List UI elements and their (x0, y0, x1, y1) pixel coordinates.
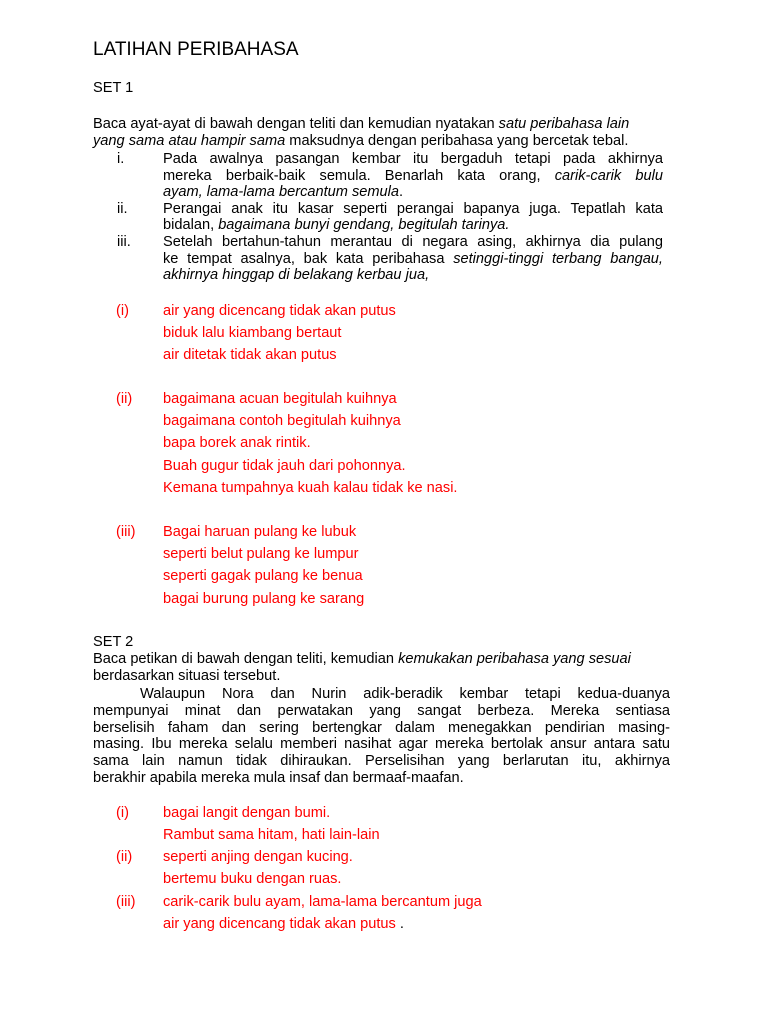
answer-line-last: air yang dicencang tidak akan putus . (163, 916, 404, 932)
answer-line: bagai langit dengan bumi. (163, 805, 331, 821)
answer-line: bertemu buku dengan ruas. (163, 871, 342, 887)
answer-number: (ii) (116, 849, 133, 865)
answer-number: (iii) (116, 894, 136, 910)
question-text: ke tempat asalnya, bak kata peribahasa setinggi-tinggi terbang bangau, (163, 251, 663, 267)
set1-heading: SET 1 (93, 80, 134, 96)
answer-line: air ditetak tidak akan putus (163, 347, 337, 363)
set2-instruction-line1: Baca petikan di bawah dengan teliti, kemudian kemukakan peribahasa yang sesuai (93, 651, 631, 667)
set1-instruction-line1: Baca ayat-ayat di bawah dengan teliti dan kemudian nyatakan satu peribahasa lain (93, 116, 630, 132)
question-number: ii. (117, 201, 128, 217)
passage-line: Walaupun Nora dan Nurin adik-beradik kembar tetapi kedua-duanya (140, 686, 670, 702)
answer-line: bagaimana acuan begitulah kuihnya (163, 391, 397, 407)
passage-line: mempunyai minat dan perwatakan yang sangat berbeza. Mereka sentiasa (93, 703, 670, 719)
passage-line: berakhir apabila mereka mula insaf dan bermaaf-maafan. (93, 770, 464, 786)
question-text: Setelah bertahun-tahun merantau di negara asing, akhirnya dia pulang (163, 234, 663, 250)
answer-line: carik-carik bulu ayam, lama-lama bercantum juga (163, 894, 482, 910)
page-title: LATIHAN PERIBAHASA (93, 39, 299, 60)
answer-number: (ii) (116, 391, 133, 407)
passage-line: masing. Ibu mereka selalu memberi nasihat agar mereka bertolak ansur antara satu (93, 736, 670, 752)
passage-line: berselisih faham dan sering bertengkar dalam menegakkan pendirian masing- (93, 720, 670, 736)
set2-instruction-line2: berdasarkan situasi tersebut. (93, 668, 281, 684)
answer-number: (i) (116, 303, 129, 319)
question-text: bidalan, bagaimana bunyi gendang, begitulah tarinya. (163, 217, 510, 233)
answer-line: seperti anjing dengan kucing. (163, 849, 353, 865)
set2-heading: SET 2 (93, 634, 134, 650)
question-text: akhirnya hinggap di belakang kerbau jua, (163, 267, 430, 283)
answer-number: (i) (116, 805, 129, 821)
answer-line: Kemana tumpahnya kuah kalau tidak ke nasi. (163, 480, 458, 496)
answer-line: bagai burung pulang ke sarang (163, 591, 365, 607)
passage-line: sama lain namun tidak dihiraukan. Perselisihan yang berlarutan itu, akhirnya (93, 753, 670, 769)
answer-line: bagaimana contoh begitulah kuihnya (163, 413, 401, 429)
question-text: Perangai anak itu kasar seperti perangai bapanya juga. Tepatlah kata (163, 201, 663, 217)
question-text: mereka berbaik-baik semula. Benarlah kata orang, carik-carik bulu (163, 168, 663, 184)
answer-line: Rambut sama hitam, hati lain-lain (163, 827, 380, 843)
question-number: i. (117, 151, 125, 167)
question-text: ayam, lama-lama bercantum semula. (163, 184, 404, 200)
answer-line: bapa borek anak rintik. (163, 435, 311, 451)
answer-number: (iii) (116, 524, 136, 540)
answer-line: seperti gagak pulang ke benua (163, 568, 363, 584)
set1-instruction-line2: yang sama atau hampir sama maksudnya dengan peribahasa yang bercetak tebal. (93, 133, 629, 149)
question-text: Pada awalnya pasangan kembar itu bergaduh tetapi pada akhirnya (163, 151, 663, 167)
answer-line: biduk lalu kiambang bertaut (163, 325, 342, 341)
answer-line: Bagai haruan pulang ke lubuk (163, 524, 357, 540)
answer-line: air yang dicencang tidak akan putus (163, 303, 396, 319)
answer-line: Buah gugur tidak jauh dari pohonnya. (163, 458, 406, 474)
answer-line: seperti belut pulang ke lumpur (163, 546, 359, 562)
question-number: iii. (117, 234, 131, 250)
